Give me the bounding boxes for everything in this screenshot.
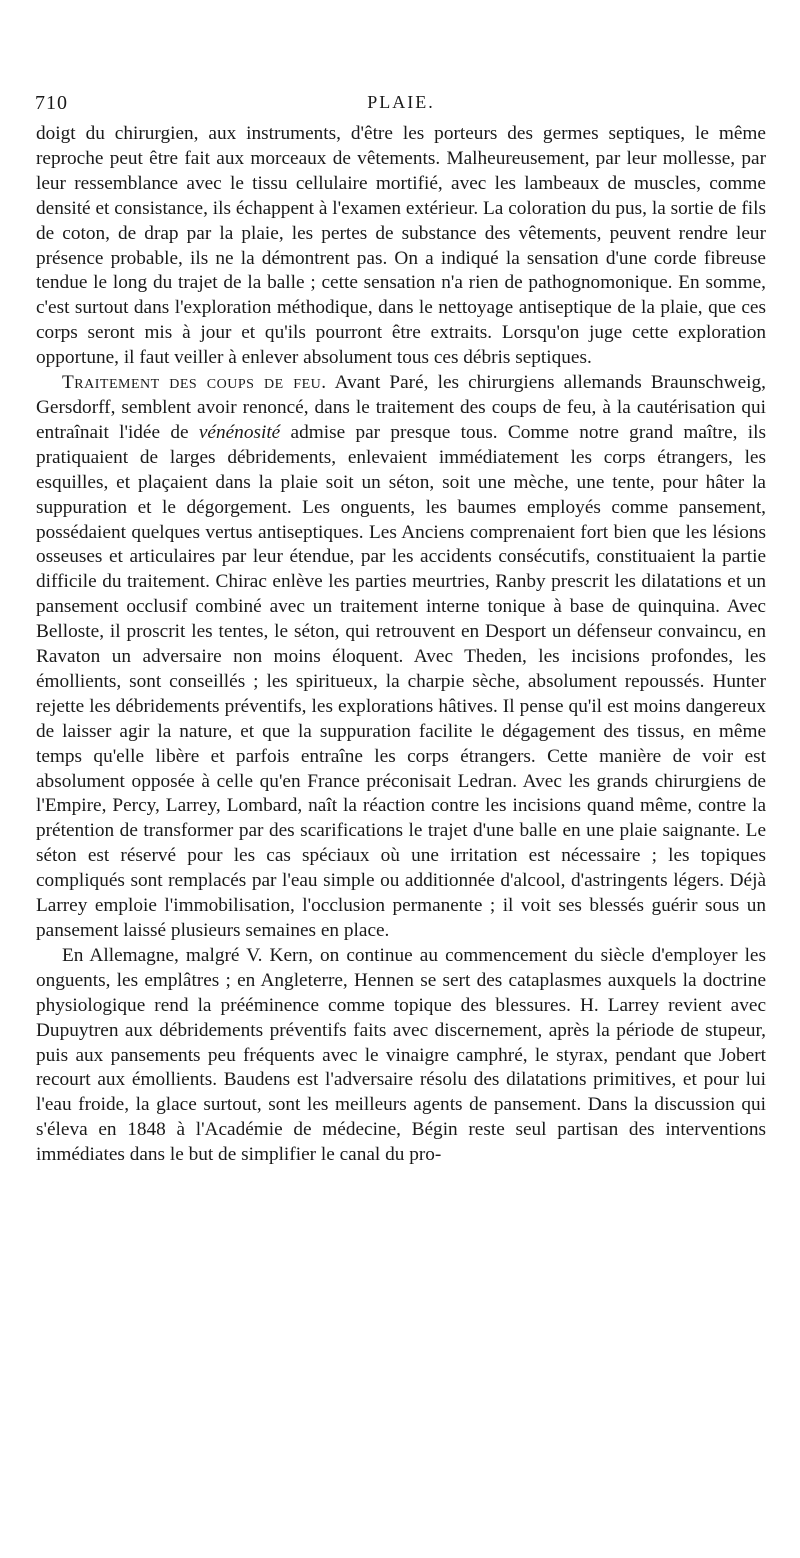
running-title: PLAIE. (367, 92, 435, 112)
page-number: 710 (35, 92, 68, 114)
paragraph-2 (36, 371, 766, 944)
section-heading: Traitement des coups de feu. (62, 372, 327, 394)
running-head (36, 92, 766, 122)
book-page (36, 92, 766, 1168)
paragraph-2-text-b: admise par presque tous. Comme notre grand maître, ils pratiquaient de larges débridements, enlevaient immédiatement les corps étrangers, les esquilles, et plaçaient dans la plaie soit un séton, soit une mèche, une tente, pour hâter la suppuration et le dégorgement. Les onguents, les baumes employés comme pansement, possédaient quelques vertus antiseptiques. Les Anciens comprenaient fort bien que les lésions osseuses et articulaires par leur étendue, par les accidents consécutifs, constituaient la partie difficile du traitement. Chirac enlève les parties meurtries, Ranby prescrit les dilatations et un pansement occlusif combiné avec un traitement interne tonique à base de quinquina. Avec Belloste, il proscrit les tentes, le séton, qui retrouvent en Desport un défenseur convaincu, en Ravaton un adversaire non moins éloquent. Avec Theden, les incisions profondes, les émollients, sont conseillés ; les spiritueux, la charpie sèche, absolument repoussés. Hunter rejette les débridements préventifs, les explorations hâtives. Il pense qu'il est moins dangereux de laisser agir la nature, et que la suppuration facilite le dégagement des tissus, en même temps qu'elle libère et parfois entraîne les corps étrangers. Cette manière de voir est absolument opposée à celle qu'en France préconisait Ledran. Avec les grands chirurgiens de l'Empire, Percy, Larrey, Lombard, naît la réaction contre les incisions quand même, contre la prétention de transformer par des scarifications le trajet d'une balle en une plaie saignante. Le séton est réservé pour les cas spéciaux où une irritation est nécessaire ; les topiques compliqués sont remplacés par l'eau simple ou additionnée d'alcool, d'astringents légers. Déjà Larrey emploie l'immobilisation, l'occlusion permanente ; il voit ses blessés guérir sous un pansement laissé plusieurs semaines en place. (36, 421, 766, 941)
italic-term: vénénosité (198, 421, 281, 443)
paragraph-2-text-a: Avant Paré, les chirurgiens allemands Braunschweig, Gersdorff, semblent avoir renoncé, dans le traitement des coups de feu, à la cautérisation qui entraînait l'idée de (36, 372, 766, 443)
paragraph-3: En Allemagne, malgré V. Kern, on continue au commencement du siècle d'employer les onguents, les emplâtres ; en Angleterre, Hennen se sert des cataplasmes auxquels la doctrine physiologique rend la prééminence comme topique des blessures. H. Larrey revient avec Dupuytren aux débridements préventifs faits avec discernement, après la période de stupeur, puis aux pansements peu fréquents avec le vinaigre camphré, le styrax, pendant que Jobert recourt aux émollients. Baudens est l'adversaire résolu des dilatations primitives, et pour lui l'eau froide, la glace surtout, sont les meilleurs agents de pansement. Dans la discussion qui s'éleva en 1848 à l'Académie de médecine, Bégin reste seul partisan des interventions immédiates dans le but de simplifier le canal du pro- (36, 944, 766, 1166)
paragraph-1: doigt du chirurgien, aux instruments, d'être les porteurs des germes septiques, le même reproche peut être fait aux morceaux de vêtements. Malheureusement, par leur mollesse, par leur ressemblance avec le tissu cellulaire mortifié, avec les lambeaux de muscles, comme densité et consistance, ils échappent à l'examen extérieur. La coloration du pus, la sortie de fils de coton, de drap par la plaie, les pertes de substance des vêtements, peuvent rendre leur présence probable, ils ne la démontrent pas. On a indiqué la sensation d'une corde fibreuse tendue le long du trajet de la balle ; cette sensation n'a rien de pathognomonique. En somme, c'est surtout dans l'exploration méthodique, dans le nettoyage antiseptique de la plaie, que ces corps seront mis à jour et qu'ils pourront être extraits. Lorsqu'on juge cette exploration opportune, il faut veiller à enlever absolument tous ces débris septiques. (36, 123, 766, 369)
